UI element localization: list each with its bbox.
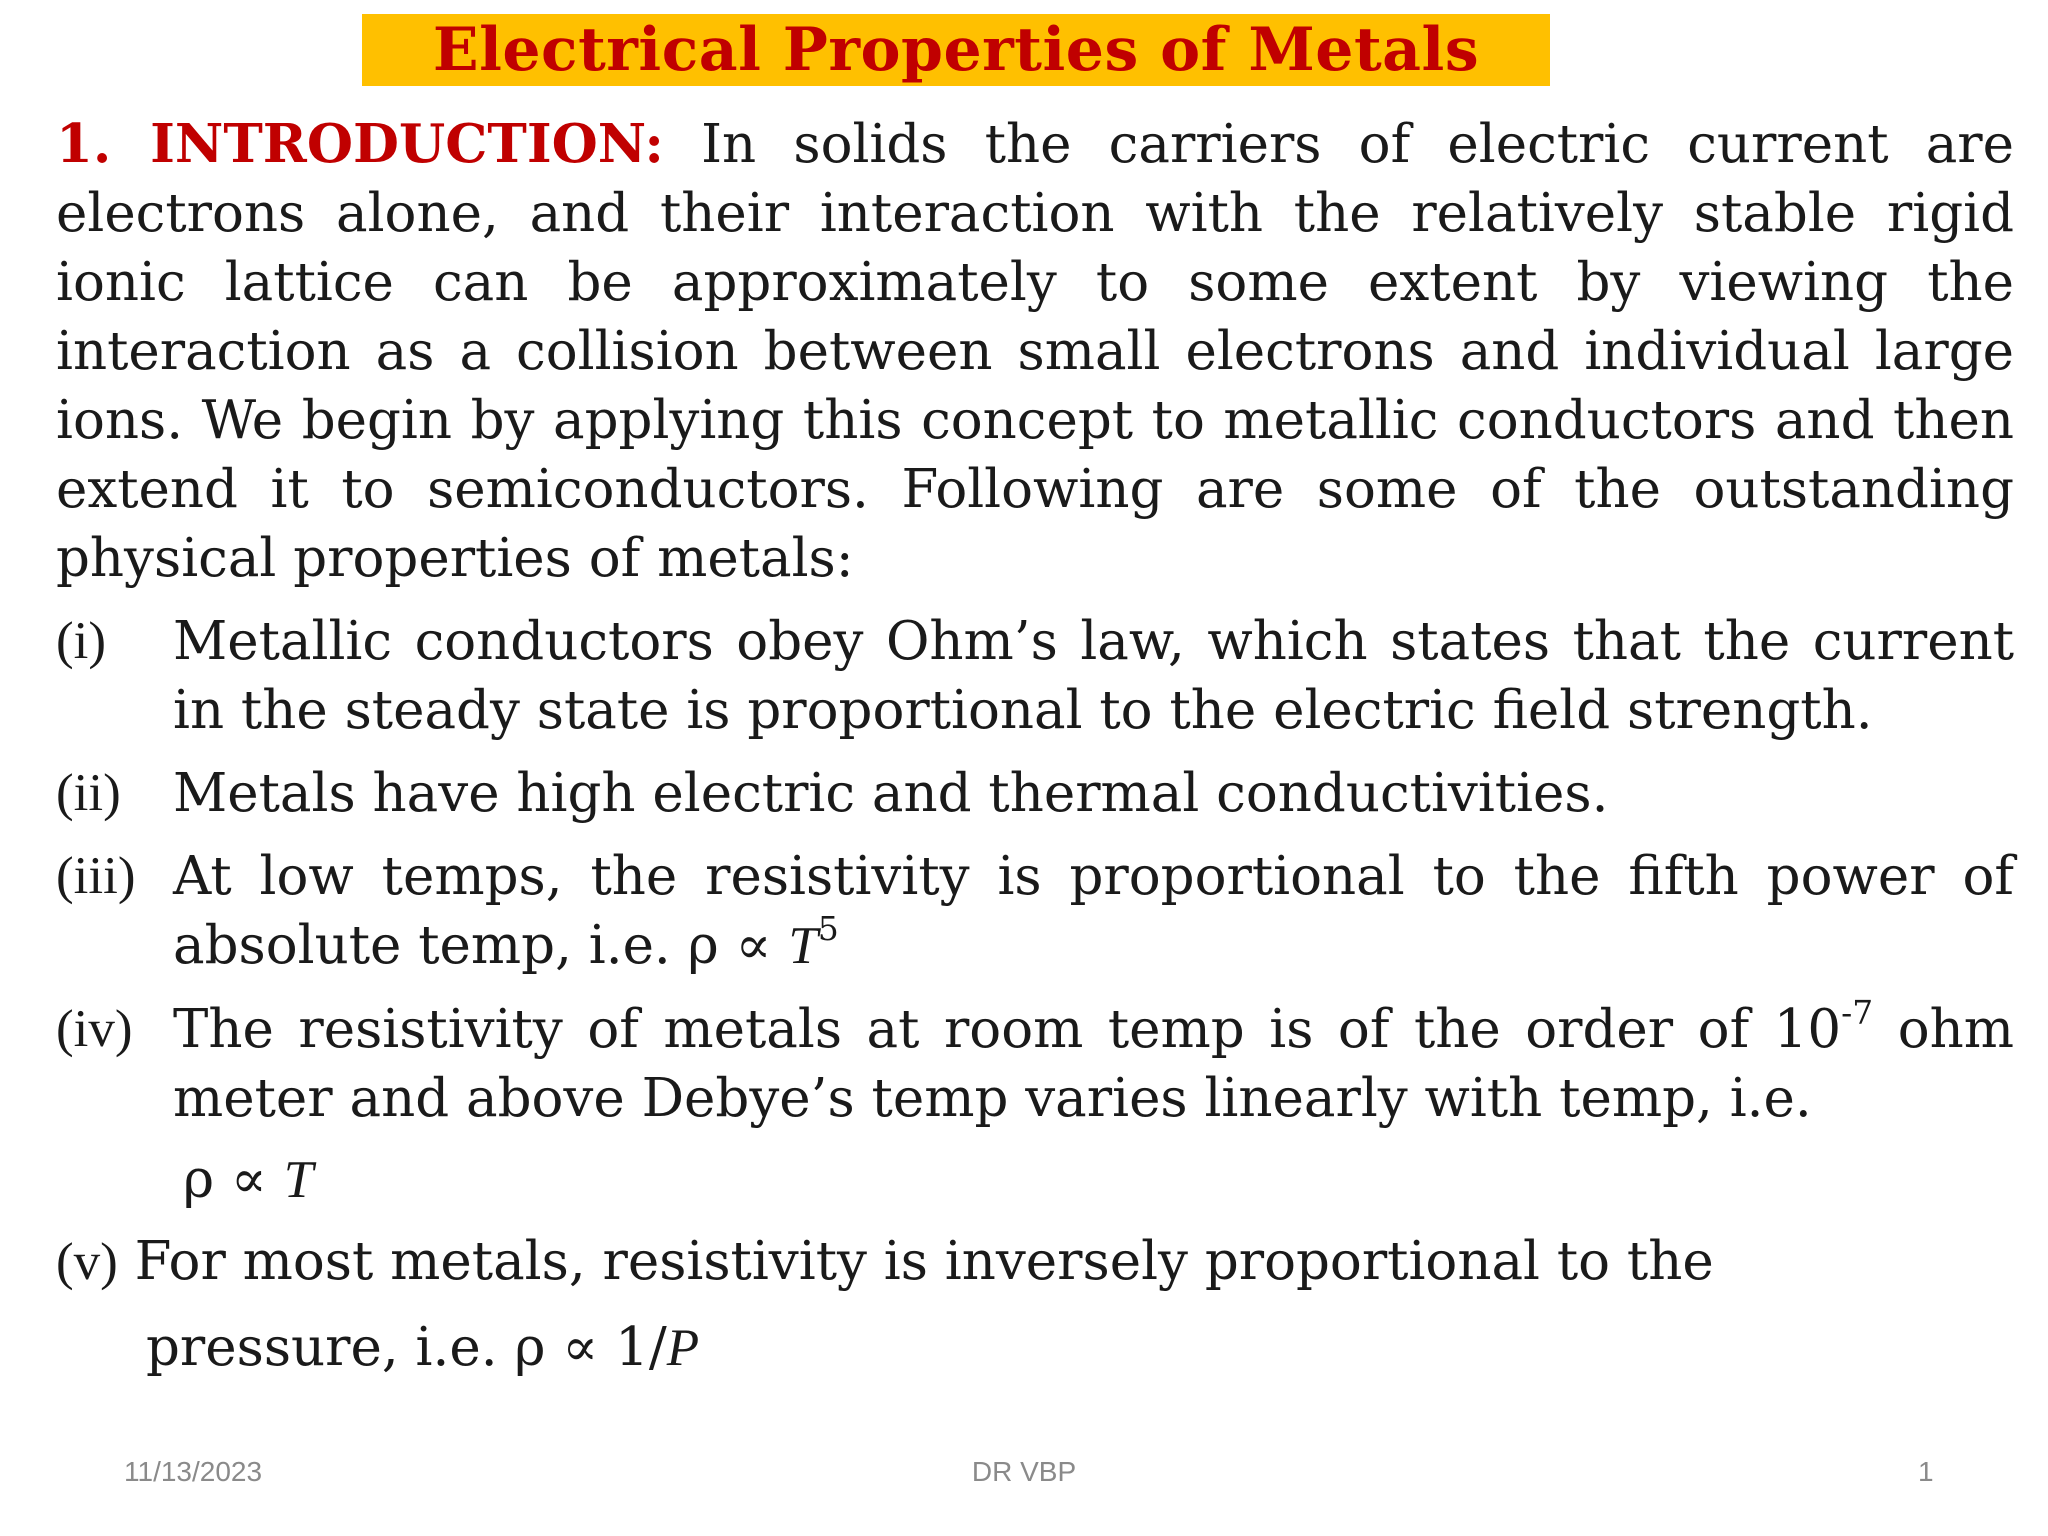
item-text-wrap bbox=[173, 995, 2014, 1215]
property-item-1 bbox=[56, 607, 2014, 745]
formula bbox=[173, 1145, 2014, 1215]
item-number: (iii) bbox=[56, 847, 136, 905]
footer-page-number: 1 bbox=[1918, 1456, 1934, 1487]
footer-date: 11/13/2023 bbox=[124, 1456, 263, 1487]
item-number: (i) bbox=[56, 612, 107, 670]
item-text-wrap bbox=[56, 1227, 2014, 1383]
item-text: Metals have high electric and thermal conductivities. bbox=[173, 763, 1609, 824]
pressure-symbol: P bbox=[666, 1319, 700, 1377]
item-number: (ii) bbox=[56, 764, 121, 822]
item-text-wrap bbox=[173, 842, 2014, 981]
intro-paragraph bbox=[56, 110, 2014, 593]
item-text-b: ohm meter and above Debye’s temp varies linearly with temp, i.e. bbox=[173, 999, 2014, 1129]
intro-text: In solids the carriers of electric current are electrons alone, and their interaction with the relatively stable rigid ionic lattice can be approximately to some extent by viewing the interaction as a collision between small electrons and individual large ions. We begin by applying this concept to metallic conductors and then extend it to semiconductors. Following are some of the outstanding physical properties of metals: bbox=[56, 114, 2014, 589]
property-item-5 bbox=[56, 1227, 2014, 1383]
property-item-4 bbox=[56, 995, 2014, 1215]
item-text: For most metals, resistivity is inversely proportional to the bbox=[134, 1231, 1714, 1292]
footer-author: DR VBP bbox=[971, 1456, 1077, 1487]
property-item-3 bbox=[56, 842, 2014, 981]
exponent: -7 bbox=[1841, 993, 1874, 1032]
item-number: (iv) bbox=[56, 1000, 133, 1058]
item-text-a: The resistivity of metals at room temp is of the order of 10 bbox=[173, 999, 1842, 1060]
item-cont-text: pressure, i.e. ρ ∝ 1/ bbox=[146, 1317, 667, 1378]
item-number: (v) bbox=[56, 1233, 118, 1291]
formula-prefix: ρ ∝ bbox=[183, 1149, 267, 1210]
item-text: At low temps, the resistivity is proportional to the fifth power of absolute temp, i.e. ρ ∝ bbox=[173, 846, 2014, 976]
slide-title: Electrical Properties of Metals bbox=[362, 14, 1550, 86]
exponent: 5 bbox=[817, 909, 839, 948]
temperature-symbol: T bbox=[283, 1151, 314, 1209]
temperature-symbol: T bbox=[788, 917, 818, 975]
slide-body bbox=[56, 110, 2014, 1383]
item-text: Metallic conductors obey Ohm’s law, which states that the current in the steady state is proportional to the electric field strength. bbox=[173, 611, 2014, 741]
item-continuation bbox=[56, 1313, 2014, 1383]
property-item-2 bbox=[56, 759, 2014, 828]
intro-label: 1. INTRODUCTION: bbox=[56, 113, 664, 175]
